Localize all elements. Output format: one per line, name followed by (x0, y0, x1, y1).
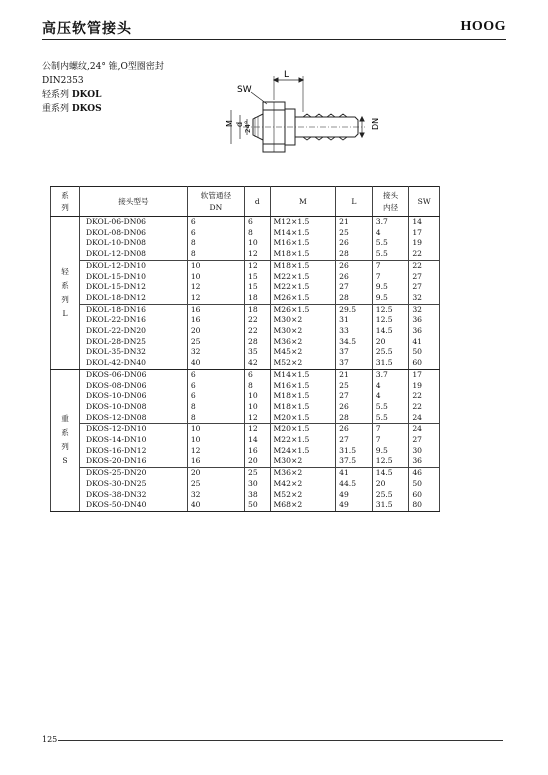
cell-bore: 9.5 (372, 293, 409, 304)
col-l: L (336, 187, 373, 217)
cell-d: 12 (245, 424, 271, 435)
cell-model: DKOS-38-DN32 (80, 490, 188, 501)
table-row (51, 304, 440, 315)
table-row (51, 446, 440, 457)
cell-sw: 19 (409, 381, 440, 392)
col-series: 系 列 (51, 187, 80, 217)
cell-dn: 10 (187, 424, 244, 435)
cell-bore: 14.5 (372, 326, 409, 337)
col-model: 接头型号 (80, 187, 188, 217)
col-bore: 接头 内径 (372, 187, 409, 217)
cell-bore: 5.5 (372, 249, 409, 260)
cell-m: M22×1.5 (270, 435, 336, 446)
cell-d: 6 (245, 217, 271, 228)
cell-d: 28 (245, 337, 271, 348)
label-angle: 24° (244, 120, 252, 133)
cell-dn: 6 (187, 217, 244, 228)
table-row (51, 479, 440, 490)
cell-d: 35 (245, 347, 271, 358)
cell-d: 12 (245, 413, 271, 424)
cell-l: 27 (336, 391, 373, 402)
cell-sw: 32 (409, 304, 440, 315)
cell-l: 28 (336, 249, 373, 260)
cell-l: 28 (336, 413, 373, 424)
heavy-series-code: DKOS (71, 104, 102, 114)
cell-d: 8 (245, 228, 271, 239)
fitting-technical-drawing (215, 70, 385, 165)
cell-sw: 36 (409, 326, 440, 337)
cell-d: 10 (245, 238, 271, 249)
page-number: 125 (42, 735, 58, 744)
cell-dn: 6 (187, 228, 244, 239)
cell-bore: 25.5 (372, 490, 409, 501)
cell-dn: 40 (187, 500, 244, 511)
cell-sw: 41 (409, 337, 440, 348)
cell-m: M14×1.5 (270, 369, 336, 380)
cell-l: 31 (336, 315, 373, 326)
table-row (51, 293, 440, 304)
desc-standard: DIN2353 (42, 76, 84, 86)
cell-m: M20×1.5 (270, 413, 336, 424)
table-row (51, 500, 440, 511)
cell-sw: 30 (409, 446, 440, 457)
cell-sw: 22 (409, 260, 440, 271)
cell-bore: 4 (372, 381, 409, 392)
cell-l: 31.5 (336, 446, 373, 457)
brand-name: HOOG (460, 19, 506, 34)
table-row (51, 337, 440, 348)
cell-sw: 36 (409, 456, 440, 467)
cell-bore: 3.7 (372, 217, 409, 228)
table-row (51, 282, 440, 293)
cell-l: 28 (336, 293, 373, 304)
cell-m: M16×1.5 (270, 238, 336, 249)
cell-sw: 60 (409, 490, 440, 501)
cell-dn: 25 (187, 337, 244, 348)
cell-bore: 14.5 (372, 468, 409, 479)
cell-sw: 32 (409, 293, 440, 304)
cell-model: DKOL-28-DN25 (80, 337, 188, 348)
cell-d: 22 (245, 315, 271, 326)
cell-model: DKOL-22-DN16 (80, 315, 188, 326)
cell-l: 26 (336, 272, 373, 283)
cell-m: M22×1.5 (270, 282, 336, 293)
table-body (51, 217, 440, 512)
cell-m: M26×1.5 (270, 293, 336, 304)
table-header-row (51, 187, 440, 217)
cell-m: M45×2 (270, 347, 336, 358)
col-sw: SW (409, 187, 440, 217)
cell-sw: 19 (409, 238, 440, 249)
table-row (51, 381, 440, 392)
cell-d: 42 (245, 358, 271, 369)
table-row (51, 358, 440, 369)
table-row (51, 272, 440, 283)
cell-l: 37 (336, 347, 373, 358)
cell-dn: 10 (187, 272, 244, 283)
cell-sw: 50 (409, 347, 440, 358)
cell-m: M24×1.5 (270, 446, 336, 457)
cell-model: DKOS-06-DN06 (80, 369, 188, 380)
specification-table (50, 186, 440, 512)
cell-sw: 14 (409, 217, 440, 228)
cell-model: DKOS-10-DN08 (80, 402, 188, 413)
cell-d: 6 (245, 369, 271, 380)
cell-l: 26 (336, 238, 373, 249)
desc-thread-type: 公制内螺纹,24° 锥,O型圈密封 (42, 62, 164, 72)
cell-m: M18×1.5 (270, 249, 336, 260)
cell-d: 15 (245, 272, 271, 283)
cell-model: DKOS-30-DN25 (80, 479, 188, 490)
cell-m: M12×1.5 (270, 217, 336, 228)
table-row (51, 456, 440, 467)
cell-sw: 24 (409, 424, 440, 435)
cell-l: 37.5 (336, 456, 373, 467)
cell-dn: 20 (187, 468, 244, 479)
cell-dn: 12 (187, 293, 244, 304)
cell-l: 44.5 (336, 479, 373, 490)
heavy-series-label: 重 系 列 S (51, 369, 80, 511)
cell-sw: 22 (409, 402, 440, 413)
cell-sw: 27 (409, 435, 440, 446)
cell-sw: 27 (409, 282, 440, 293)
cell-sw: 17 (409, 369, 440, 380)
cell-dn: 25 (187, 479, 244, 490)
cell-bore: 20 (372, 479, 409, 490)
cell-d: 12 (245, 260, 271, 271)
cell-dn: 6 (187, 381, 244, 392)
cell-dn: 32 (187, 347, 244, 358)
cell-sw: 36 (409, 315, 440, 326)
cell-dn: 12 (187, 446, 244, 457)
cell-m: M20×1.5 (270, 424, 336, 435)
cell-sw: 24 (409, 413, 440, 424)
cell-bore: 5.5 (372, 238, 409, 249)
table-row (51, 315, 440, 326)
cell-model: DKOL-12-DN10 (80, 260, 188, 271)
cell-l: 49 (336, 500, 373, 511)
cell-sw: 50 (409, 479, 440, 490)
page-title: 高压软管接头 (42, 21, 132, 37)
cell-bore: 7 (372, 260, 409, 271)
cell-model: DKOL-10-DN08 (80, 238, 188, 249)
cell-d: 18 (245, 304, 271, 315)
cell-bore: 7 (372, 435, 409, 446)
table-row (51, 217, 440, 228)
cell-m: M30×2 (270, 456, 336, 467)
cell-model: DKOS-16-DN12 (80, 446, 188, 457)
cell-bore: 9.5 (372, 446, 409, 457)
cell-d: 8 (245, 381, 271, 392)
cell-d: 16 (245, 446, 271, 457)
cell-l: 41 (336, 468, 373, 479)
cell-sw: 46 (409, 468, 440, 479)
cell-dn: 10 (187, 260, 244, 271)
light-series-label: 轻 系 列 L (51, 217, 80, 370)
cell-sw: 22 (409, 391, 440, 402)
cell-bore: 12.5 (372, 304, 409, 315)
cell-l: 27 (336, 435, 373, 446)
cell-model: DKOL-22-DN20 (80, 326, 188, 337)
cell-model: DKOL-18-DN16 (80, 304, 188, 315)
cell-d: 10 (245, 391, 271, 402)
table-row (51, 468, 440, 479)
table-row (51, 490, 440, 501)
cell-d: 20 (245, 456, 271, 467)
cell-m: M26×1.5 (270, 304, 336, 315)
table-row (51, 326, 440, 337)
cell-d: 50 (245, 500, 271, 511)
cell-model: DKOS-25-DN20 (80, 468, 188, 479)
cell-l: 37 (336, 358, 373, 369)
cell-model: DKOL-35-DN32 (80, 347, 188, 358)
cell-m: M18×1.5 (270, 260, 336, 271)
cell-sw: 17 (409, 228, 440, 239)
table-row (51, 228, 440, 239)
cell-m: M22×1.5 (270, 272, 336, 283)
col-d: d (245, 187, 271, 217)
cell-l: 21 (336, 217, 373, 228)
cell-model: DKOS-12-DN10 (80, 424, 188, 435)
col-dn: 软管通径 DN (187, 187, 244, 217)
cell-model: DKOL-12-DN08 (80, 249, 188, 260)
cell-d: 12 (245, 249, 271, 260)
label-l: L (284, 70, 290, 80)
cell-l: 21 (336, 369, 373, 380)
light-series-label: 轻系列 (42, 90, 72, 100)
desc-heavy-series (42, 102, 102, 116)
cell-l: 29.5 (336, 304, 373, 315)
cell-bore: 7 (372, 272, 409, 283)
cell-d: 25 (245, 468, 271, 479)
cell-bore: 7 (372, 424, 409, 435)
table-row (51, 435, 440, 446)
cell-dn: 16 (187, 456, 244, 467)
cell-m: M52×2 (270, 490, 336, 501)
cell-bore: 4 (372, 228, 409, 239)
cell-dn: 16 (187, 315, 244, 326)
cell-bore: 25.5 (372, 347, 409, 358)
table-row (51, 238, 440, 249)
label-dn: DN (371, 117, 380, 130)
cell-model: DKOS-10-DN06 (80, 391, 188, 402)
cell-l: 26 (336, 424, 373, 435)
cell-d: 18 (245, 293, 271, 304)
cell-bore: 9.5 (372, 282, 409, 293)
cell-dn: 20 (187, 326, 244, 337)
cell-m: M36×2 (270, 337, 336, 348)
cell-m: M42×2 (270, 479, 336, 490)
cell-bore: 3.7 (372, 369, 409, 380)
cell-bore: 12.5 (372, 456, 409, 467)
cell-sw: 22 (409, 249, 440, 260)
cell-d: 10 (245, 402, 271, 413)
cell-dn: 8 (187, 413, 244, 424)
header-divider (42, 39, 506, 40)
cell-bore: 31.5 (372, 358, 409, 369)
cell-d: 22 (245, 326, 271, 337)
cell-model: DKOS-12-DN08 (80, 413, 188, 424)
cell-dn: 32 (187, 490, 244, 501)
cell-model: DKOS-20-DN16 (80, 456, 188, 467)
cell-l: 26 (336, 402, 373, 413)
cell-dn: 8 (187, 238, 244, 249)
table-row (51, 347, 440, 358)
cell-l: 49 (336, 490, 373, 501)
cell-dn: 12 (187, 282, 244, 293)
cell-bore: 5.5 (372, 402, 409, 413)
cell-l: 25 (336, 228, 373, 239)
col-m: M (270, 187, 336, 217)
cell-bore: 31.5 (372, 500, 409, 511)
table-row (51, 424, 440, 435)
label-m: M (225, 120, 234, 127)
cell-sw: 27 (409, 272, 440, 283)
footer-divider (58, 740, 503, 741)
label-sw: SW (237, 85, 252, 95)
cell-model: DKOL-15-DN10 (80, 272, 188, 283)
cell-model: DKOL-15-DN12 (80, 282, 188, 293)
cell-dn: 6 (187, 391, 244, 402)
cell-m: M14×1.5 (270, 228, 336, 239)
cell-bore: 20 (372, 337, 409, 348)
table-row (51, 391, 440, 402)
cell-bore: 12.5 (372, 315, 409, 326)
light-series-code: DKOL (71, 90, 102, 100)
cell-dn: 10 (187, 435, 244, 446)
cell-d: 30 (245, 479, 271, 490)
table-row (51, 249, 440, 260)
cell-m: M30×2 (270, 315, 336, 326)
cell-model: DKOL-42-DN40 (80, 358, 188, 369)
cell-model: DKOS-50-DN40 (80, 500, 188, 511)
heavy-series-label: 重系列 (42, 104, 72, 114)
table-row (51, 413, 440, 424)
table-row (51, 402, 440, 413)
cell-model: DKOS-14-DN10 (80, 435, 188, 446)
cell-dn: 6 (187, 369, 244, 380)
label-d: d (235, 121, 244, 127)
cell-d: 14 (245, 435, 271, 446)
cell-dn: 8 (187, 402, 244, 413)
cell-dn: 16 (187, 304, 244, 315)
cell-m: M36×2 (270, 468, 336, 479)
table-row (51, 260, 440, 271)
table-row (51, 369, 440, 380)
cell-dn: 8 (187, 249, 244, 260)
cell-sw: 60 (409, 358, 440, 369)
hose-tail-outline (295, 117, 358, 137)
cell-model: DKOS-08-DN06 (80, 381, 188, 392)
desc-light-series (42, 88, 101, 102)
cell-d: 15 (245, 282, 271, 293)
cell-model: DKOL-18-DN12 (80, 293, 188, 304)
cell-model: DKOL-06-DN06 (80, 217, 188, 228)
cell-m: M18×1.5 (270, 402, 336, 413)
cell-l: 33 (336, 326, 373, 337)
cell-m: M30×2 (270, 326, 336, 337)
cell-m: M52×2 (270, 358, 336, 369)
cell-m: M16×1.5 (270, 381, 336, 392)
cell-l: 25 (336, 381, 373, 392)
cell-l: 27 (336, 282, 373, 293)
cell-m: M18×1.5 (270, 391, 336, 402)
cell-dn: 40 (187, 358, 244, 369)
cell-d: 38 (245, 490, 271, 501)
cell-l: 34.5 (336, 337, 373, 348)
cell-sw: 80 (409, 500, 440, 511)
cell-bore: 5.5 (372, 413, 409, 424)
cell-model: DKOL-08-DN06 (80, 228, 188, 239)
cell-bore: 4 (372, 391, 409, 402)
cell-m: M68×2 (270, 500, 336, 511)
cell-l: 26 (336, 260, 373, 271)
